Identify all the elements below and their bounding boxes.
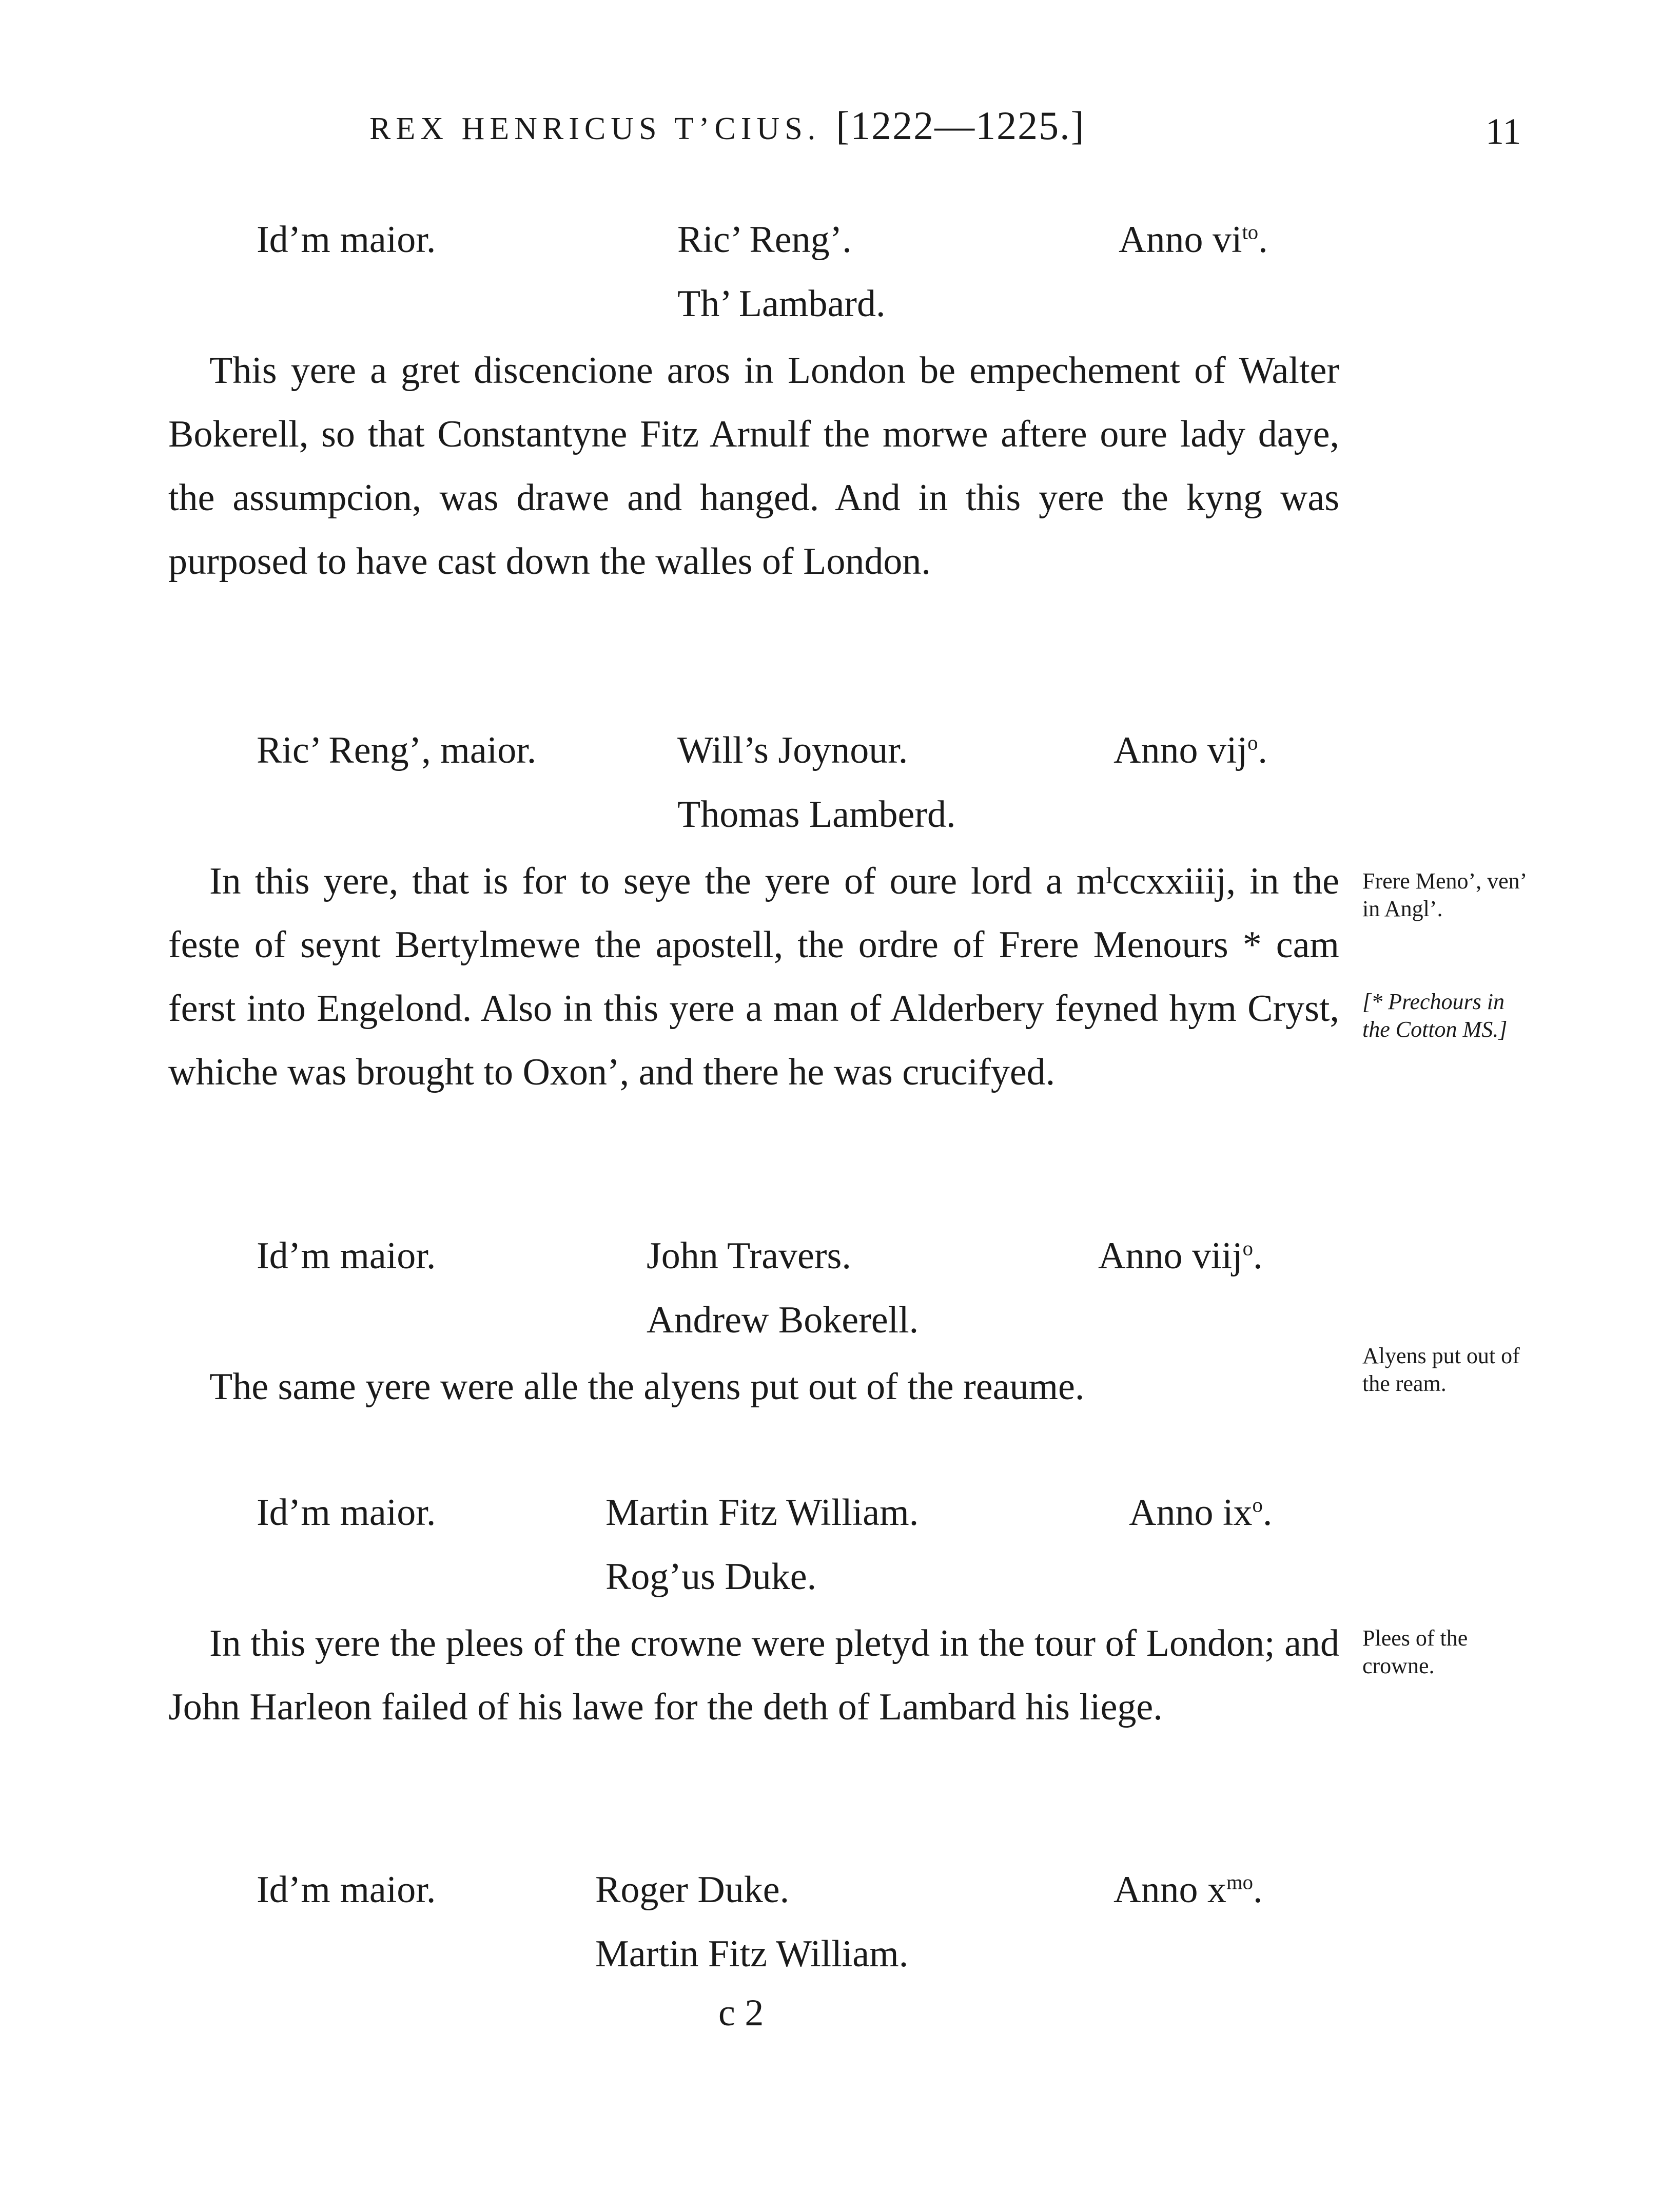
running-header: [369, 103, 1085, 149]
section-4-sheriff-1: Martin Fitz William.: [605, 1492, 919, 1534]
section-2-sheriff-2: Thomas Lamberd.: [677, 793, 956, 836]
section-2-margin-note-1: Frere Meno’, ven’ in Angl’.: [1362, 868, 1526, 921]
section-3-sheriff-2: Andrew Bokerell.: [647, 1299, 919, 1341]
section-2-paragraph: In this yere, that is for to seye the yere of oure lord a mˡccxxiiij, in the feste of seynt Bertylmewe the apostell, the ordre of Frere Menours * cam ferst into Engelond. Also in this yere a man of Alderbery feyned hym Cryst, whiche was brought to Oxon’, and there he was crucifyed.: [168, 860, 1339, 1093]
section-4-year: [1129, 1491, 1272, 1535]
section-5-sheriff-1: Roger Duke.: [595, 1869, 790, 1911]
section-5-year-base: Anno x: [1114, 1869, 1226, 1911]
section-5-year: [1114, 1868, 1262, 1912]
section-3-year-end: .: [1253, 1235, 1263, 1277]
section-3-paragraph: The same yere were alle the alyens put out of the reaume.: [209, 1366, 1085, 1408]
signature-mark: c 2: [718, 1992, 764, 2034]
section-2-sheriff-1: Will’s Joynour.: [677, 729, 908, 771]
section-1-paragraph: This yere a gret discencione aros in London be empechement of Walter Bokerell, so that Constantyne Fitz Arnulf the morwe aftere oure lady daye, the assumpcion, was drawe and hanged. And in this yere the kyng was purposed to have cast down the walles of London.: [168, 350, 1339, 583]
section-3-year-sup: o: [1242, 1236, 1253, 1260]
section-1-mayor: Id’m maior.: [257, 219, 436, 261]
section-5-year-end: .: [1253, 1869, 1263, 1911]
section-2-year: [1114, 729, 1267, 772]
section-3-sheriff-1: John Travers.: [647, 1235, 851, 1277]
section-4-year-end: .: [1262, 1492, 1273, 1534]
section-2-year-base: Anno vij: [1114, 729, 1248, 771]
section-3-mayor: Id’m maior.: [257, 1235, 436, 1277]
section-5-sheriff-2: Martin Fitz William.: [595, 1933, 909, 1975]
section-3-margin-note: Alyens put out of the ream.: [1362, 1343, 1520, 1396]
page-number: 11: [1486, 111, 1521, 152]
section-3-year: [1098, 1234, 1262, 1278]
section-2-year-end: .: [1258, 729, 1267, 771]
header-years: [1222—1225.]: [836, 103, 1085, 148]
section-2-margin-note-2: [* Prechours in the Cotton MS.]: [1362, 989, 1508, 1042]
section-4-paragraph: In this yere the plees of the crowne were pletyd in the tour of London; and John Harleon failed of his lawe for the deth of Lambard his liege.: [168, 1622, 1339, 1728]
section-2-mayor: Ric’ Reng’, maior.: [257, 729, 537, 771]
section-5-mayor: Id’m maior.: [257, 1869, 436, 1911]
section-4-mayor: Id’m maior.: [257, 1492, 436, 1534]
section-1-year-sup: to: [1242, 220, 1259, 244]
section-1-year-base: Anno vi: [1119, 219, 1242, 261]
section-3-year-base: Anno viij: [1098, 1235, 1243, 1277]
section-1-year-end: .: [1258, 219, 1268, 261]
section-1-year: [1119, 218, 1268, 262]
section-2-year-sup: o: [1247, 731, 1258, 754]
section-5-year-sup: mo: [1226, 1870, 1253, 1894]
section-4-year-sup: o: [1252, 1493, 1263, 1517]
running-title: REX HENRICUS T’CIUS.: [369, 111, 821, 146]
section-4-year-base: Anno ix: [1129, 1492, 1253, 1534]
section-1-sheriff-2: Th’ Lambard.: [677, 283, 886, 325]
section-4-sheriff-2: Rog’us Duke.: [605, 1556, 817, 1598]
section-1-sheriff-1: Ric’ Reng’.: [677, 219, 852, 261]
section-4-margin-note: Plees of the crowne.: [1362, 1625, 1468, 1678]
